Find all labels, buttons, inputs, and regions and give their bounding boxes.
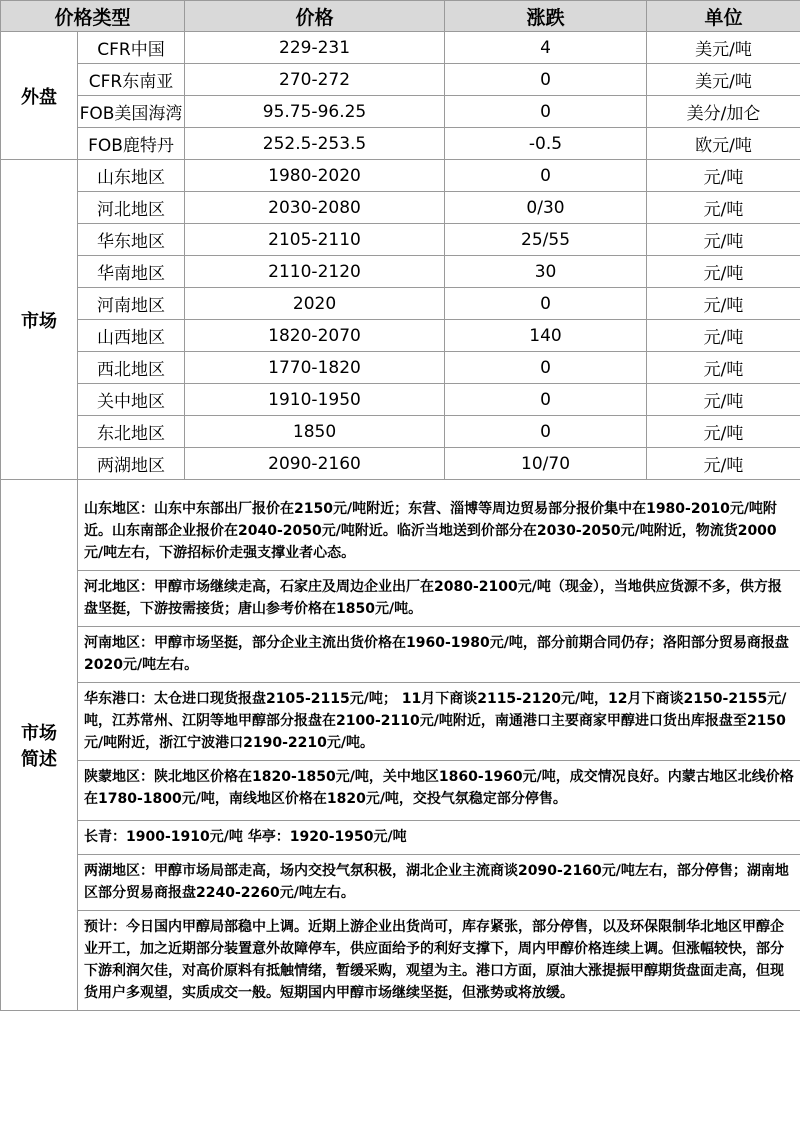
row-change: 0	[445, 64, 647, 96]
row-name: FOB美国海湾	[78, 96, 185, 128]
table-row	[1, 160, 800, 192]
group-label-external: 外盘	[1, 32, 78, 160]
row-unit: 美元/吨	[647, 32, 800, 64]
row-change: 10/70	[445, 448, 647, 480]
row-unit: 元/吨	[647, 224, 800, 256]
row-unit: 元/吨	[647, 320, 800, 352]
row-unit: 元/吨	[647, 288, 800, 320]
row-price: 2030-2080	[185, 192, 445, 224]
table-row	[1, 384, 800, 416]
row-unit: 美分/加仑	[647, 96, 800, 128]
group-label-market: 市场	[1, 160, 78, 480]
row-unit: 元/吨	[647, 448, 800, 480]
summary-paragraph: 陕蒙地区：陕北地区价格在1820-1850元/吨，关中地区1860-1960元/吨，成交情况良好。内蒙古地区北线价格在1780-1800元/吨，南线地区价格在1820元/吨，交投气氛稳定部分停售。	[78, 761, 800, 821]
row-price: 252.5-253.5	[185, 128, 445, 160]
row-unit: 元/吨	[647, 384, 800, 416]
row-unit: 元/吨	[647, 160, 800, 192]
table-row	[1, 256, 800, 288]
row-name: CFR中国	[78, 32, 185, 64]
summary-paragraph: 河北地区：甲醇市场继续走高，石家庄及周边企业出厂在2080-2100元/吨（现金），当地供应货源不多，供方报盘坚挺，下游按需接货；唐山参考价格在1850元/吨。	[78, 571, 800, 627]
group-label-summary	[1, 480, 78, 1011]
table-row	[1, 320, 800, 352]
table-row	[1, 416, 800, 448]
table-row	[1, 352, 800, 384]
row-name: 华东地区	[78, 224, 185, 256]
table-row	[1, 96, 800, 128]
row-price: 1980-2020	[185, 160, 445, 192]
row-price: 229-231	[185, 32, 445, 64]
row-name: 河北地区	[78, 192, 185, 224]
summary-label: 市场简述	[21, 723, 57, 770]
table-row	[1, 288, 800, 320]
row-change: 0/30	[445, 192, 647, 224]
row-unit: 欧元/吨	[647, 128, 800, 160]
row-unit: 美元/吨	[647, 64, 800, 96]
row-name: 两湖地区	[78, 448, 185, 480]
row-name: 关中地区	[78, 384, 185, 416]
summary-paragraph: 两湖地区：甲醇市场局部走高，场内交投气氛积极，湖北企业主流商谈2090-2160元/吨左右，部分停售；湖南地区部分贸易商报盘2240-2260元/吨左右。	[78, 855, 800, 911]
header-price: 价格	[185, 1, 445, 32]
row-name: 西北地区	[78, 352, 185, 384]
summary-row	[1, 480, 800, 1011]
row-change: 30	[445, 256, 647, 288]
header-unit: 单位	[647, 1, 800, 32]
table-row	[1, 32, 800, 64]
table-row	[1, 192, 800, 224]
row-price: 95.75-96.25	[185, 96, 445, 128]
row-change: -0.5	[445, 128, 647, 160]
row-change: 0	[445, 384, 647, 416]
row-price: 1850	[185, 416, 445, 448]
table-row	[1, 224, 800, 256]
row-name: 华南地区	[78, 256, 185, 288]
row-unit: 元/吨	[647, 256, 800, 288]
row-change: 0	[445, 160, 647, 192]
row-unit: 元/吨	[647, 192, 800, 224]
row-price: 2105-2110	[185, 224, 445, 256]
row-price: 2090-2160	[185, 448, 445, 480]
summary-paragraph: 河南地区：甲醇市场坚挺，部分企业主流出货价格在1960-1980元/吨，部分前期合同仍存；洛阳部分贸易商报盘2020元/吨左右。	[78, 627, 800, 683]
row-name: FOB鹿特丹	[78, 128, 185, 160]
header-row	[1, 1, 800, 32]
summary-content	[78, 480, 800, 1011]
table-row	[1, 128, 800, 160]
summary-paragraph: 长青：1900-1910元/吨 华亭：1920-1950元/吨	[78, 821, 800, 855]
row-name: 山西地区	[78, 320, 185, 352]
row-price: 2110-2120	[185, 256, 445, 288]
row-change: 0	[445, 416, 647, 448]
row-name: CFR东南亚	[78, 64, 185, 96]
header-change: 涨跌	[445, 1, 647, 32]
row-name: 山东地区	[78, 160, 185, 192]
row-price: 2020	[185, 288, 445, 320]
row-unit: 元/吨	[647, 352, 800, 384]
row-name: 东北地区	[78, 416, 185, 448]
row-change: 0	[445, 352, 647, 384]
row-price: 1770-1820	[185, 352, 445, 384]
row-unit: 元/吨	[647, 416, 800, 448]
row-change: 4	[445, 32, 647, 64]
row-price: 1820-2070	[185, 320, 445, 352]
row-change: 0	[445, 96, 647, 128]
row-price: 270-272	[185, 64, 445, 96]
summary-paragraph: 华东港口：太仓进口现货报盘2105-2115元/吨； 11月下商谈2115-2120元/吨，12月下商谈2150-2155元/吨，江苏常州、江阴等地甲醇部分报盘在2100-2110元/吨附近，南通港口主要商家甲醇进口货出库报盘至2150元/吨附近，浙江宁波港口2190-2210元/吨。	[78, 683, 800, 761]
row-change: 140	[445, 320, 647, 352]
table-row	[1, 448, 800, 480]
table-row	[1, 64, 800, 96]
summary-paragraph: 山东地区：山东中东部出厂报价在2150元/吨附近；东营、淄博等周边贸易部分报价集中在1980-2010元/吨附近。山东南部企业报价在2040-2050元/吨附近。临沂当地送到价部分在2030-2050元/吨附近，物流货2000元/吨左右，下游招标价走强支撑业者心态。	[78, 480, 800, 571]
header-price-type: 价格类型	[1, 1, 185, 32]
row-name: 河南地区	[78, 288, 185, 320]
summary-paragraph: 预计：今日国内甲醇局部稳中上调。近期上游企业出货尚可，库存紧张，部分停售，以及环保限制华北地区甲醇企业开工，加之近期部分装置意外故障停车，供应面给予的利好支撑下，周内甲醇价格连续上调。但涨幅较快，部分下游利润欠佳，对高价原料有抵触情绪，暂缓采购，观望为主。港口方面，原油大涨提振甲醇期货盘面走高，但现货用户多观望，实质成交一般。短期国内甲醇市场继续坚挺，但涨势或将放缓。	[84, 919, 784, 1001]
row-change: 25/55	[445, 224, 647, 256]
row-change: 0	[445, 288, 647, 320]
row-price: 1910-1950	[185, 384, 445, 416]
